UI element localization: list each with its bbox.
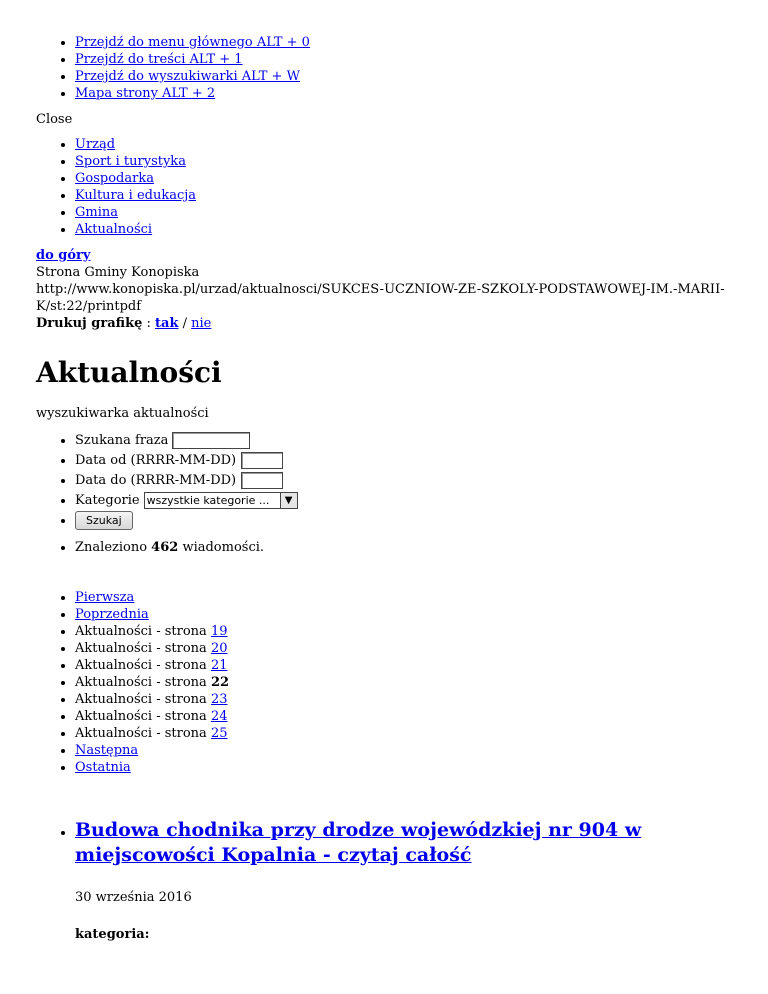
menu-item [75, 187, 732, 204]
pagination-first[interactable]: Pierwsza [75, 590, 135, 605]
menu-item-sport[interactable]: Sport i turystyka [75, 154, 186, 169]
pagination-item [75, 708, 732, 725]
pagination-last[interactable]: Ostatnia [75, 760, 131, 775]
menu-item [75, 170, 732, 187]
pagination-item [75, 691, 732, 708]
pagination-page-prefix: Aktualności - strona [75, 709, 211, 724]
skip-link-search[interactable]: Przejdź do wyszukiwarki ALT + W [75, 69, 300, 84]
pagination-current-page: 22 [210, 675, 230, 690]
page-title: Aktualności [36, 356, 222, 389]
to-top-link[interactable]: do góry [36, 248, 91, 263]
pagination-item [75, 623, 732, 640]
skip-link-item [75, 85, 732, 102]
date-to-row [75, 471, 732, 491]
pagination-item [75, 606, 732, 623]
category-select[interactable] [144, 492, 298, 509]
chevron-down-icon: ▼ [280, 493, 297, 508]
results-count-item [75, 539, 732, 556]
menu-item-urzad[interactable]: Urząd [75, 137, 116, 152]
pagination-prev[interactable]: Poprzednia [75, 607, 149, 622]
date-to-label: Data do (RRRR-MM-DD) [75, 473, 237, 488]
pagination-item [75, 657, 732, 674]
pagination-page-23[interactable]: 23 [210, 692, 228, 707]
results-prefix: Znaleziono [75, 540, 152, 555]
search-form [36, 431, 732, 531]
pagination [36, 589, 732, 776]
pagination-item [75, 640, 732, 657]
news-category-label: kategoria: [75, 927, 150, 942]
date-from-input[interactable] [241, 452, 283, 469]
pagination-next[interactable]: Następna [75, 743, 139, 758]
print-yes-link[interactable]: tak [155, 316, 179, 331]
pagination-page-prefix: Aktualności - strona [75, 692, 211, 707]
skip-link-item [75, 34, 732, 51]
date-to-input[interactable] [241, 472, 283, 489]
menu-item-kultura[interactable]: Kultura i edukacja [75, 188, 197, 203]
pagination-page-25[interactable]: 25 [210, 726, 228, 741]
pagination-item [75, 725, 732, 742]
search-title: wyszukiwarka aktualności [36, 406, 209, 421]
date-from-label: Data od (RRRR-MM-DD) [75, 453, 237, 468]
print-separator: / [178, 316, 192, 331]
site-name: Strona Gminy Konopiska [36, 265, 200, 280]
pagination-item [75, 759, 732, 776]
menu-item [75, 221, 732, 238]
pagination-page-19[interactable]: 19 [210, 624, 228, 639]
search-submit-row [75, 511, 732, 531]
menu-item-gmina[interactable]: Gmina [75, 205, 118, 220]
skip-links [36, 34, 732, 102]
pagination-item [75, 742, 732, 759]
pagination-page-prefix: Aktualności - strona [75, 726, 211, 741]
category-select-value: wszystkie kategorie ... [146, 494, 270, 507]
category-row [75, 491, 732, 511]
skip-link-content[interactable]: Przejdź do treści ALT + 1 [75, 52, 243, 67]
menu-item-gospodarka[interactable]: Gospodarka [75, 171, 154, 186]
menu-item [75, 136, 732, 153]
pagination-page-prefix: Aktualności - strona [75, 624, 211, 639]
skip-link-sitemap[interactable]: Mapa strony ALT + 2 [75, 86, 216, 101]
skip-link-item [75, 51, 732, 68]
close-label[interactable]: Close [36, 112, 73, 127]
results-suffix: wiadomości. [178, 540, 265, 555]
results-summary [36, 539, 732, 556]
to-top-row [36, 247, 732, 264]
print-options [36, 315, 732, 332]
search-phrase-input[interactable] [172, 432, 250, 449]
pagination-page-21[interactable]: 21 [210, 658, 228, 673]
pagination-page-20[interactable]: 20 [210, 641, 228, 656]
pagination-page-24[interactable]: 24 [210, 709, 228, 724]
news-list [36, 818, 732, 943]
pagination-page-prefix: Aktualności - strona [75, 658, 211, 673]
pagination-page-prefix: Aktualności - strona [75, 641, 211, 656]
print-label: Drukuj grafikę [36, 316, 143, 331]
menu-item [75, 204, 732, 221]
main-menu [36, 136, 732, 238]
search-phrase-label: Szukana fraza [75, 433, 169, 448]
pagination-item [75, 589, 732, 606]
search-button[interactable]: Szukaj [75, 511, 133, 530]
menu-item [75, 153, 732, 170]
page-url: http://www.konopiska.pl/urzad/aktualnosci/SUKCES-UCZNIOW-ZE-SZKOLY-PODSTAWOWEJ-IM.-MARII-K/st:22/printpdf [36, 282, 725, 314]
news-title-link[interactable]: Budowa chodnika przy drodze wojewódzkiej nr 904 w miejscowości Kopalnia - czytaj całość [75, 819, 642, 866]
pagination-page-prefix: Aktualności - strona [75, 675, 211, 690]
news-date: 30 września 2016 [75, 890, 192, 905]
skip-link-item [75, 68, 732, 85]
print-colon: : [142, 316, 156, 331]
category-label: Kategorie [75, 493, 140, 508]
skip-link-menu[interactable]: Przejdź do menu głównego ALT + 0 [75, 35, 310, 50]
pagination-item [75, 674, 732, 691]
print-no-link[interactable]: nie [191, 316, 212, 331]
menu-item-aktualnosci[interactable]: Aktualności [75, 222, 153, 237]
news-item [75, 818, 732, 943]
results-count: 462 [151, 540, 179, 555]
search-phrase-row [75, 431, 732, 451]
date-from-row [75, 451, 732, 471]
